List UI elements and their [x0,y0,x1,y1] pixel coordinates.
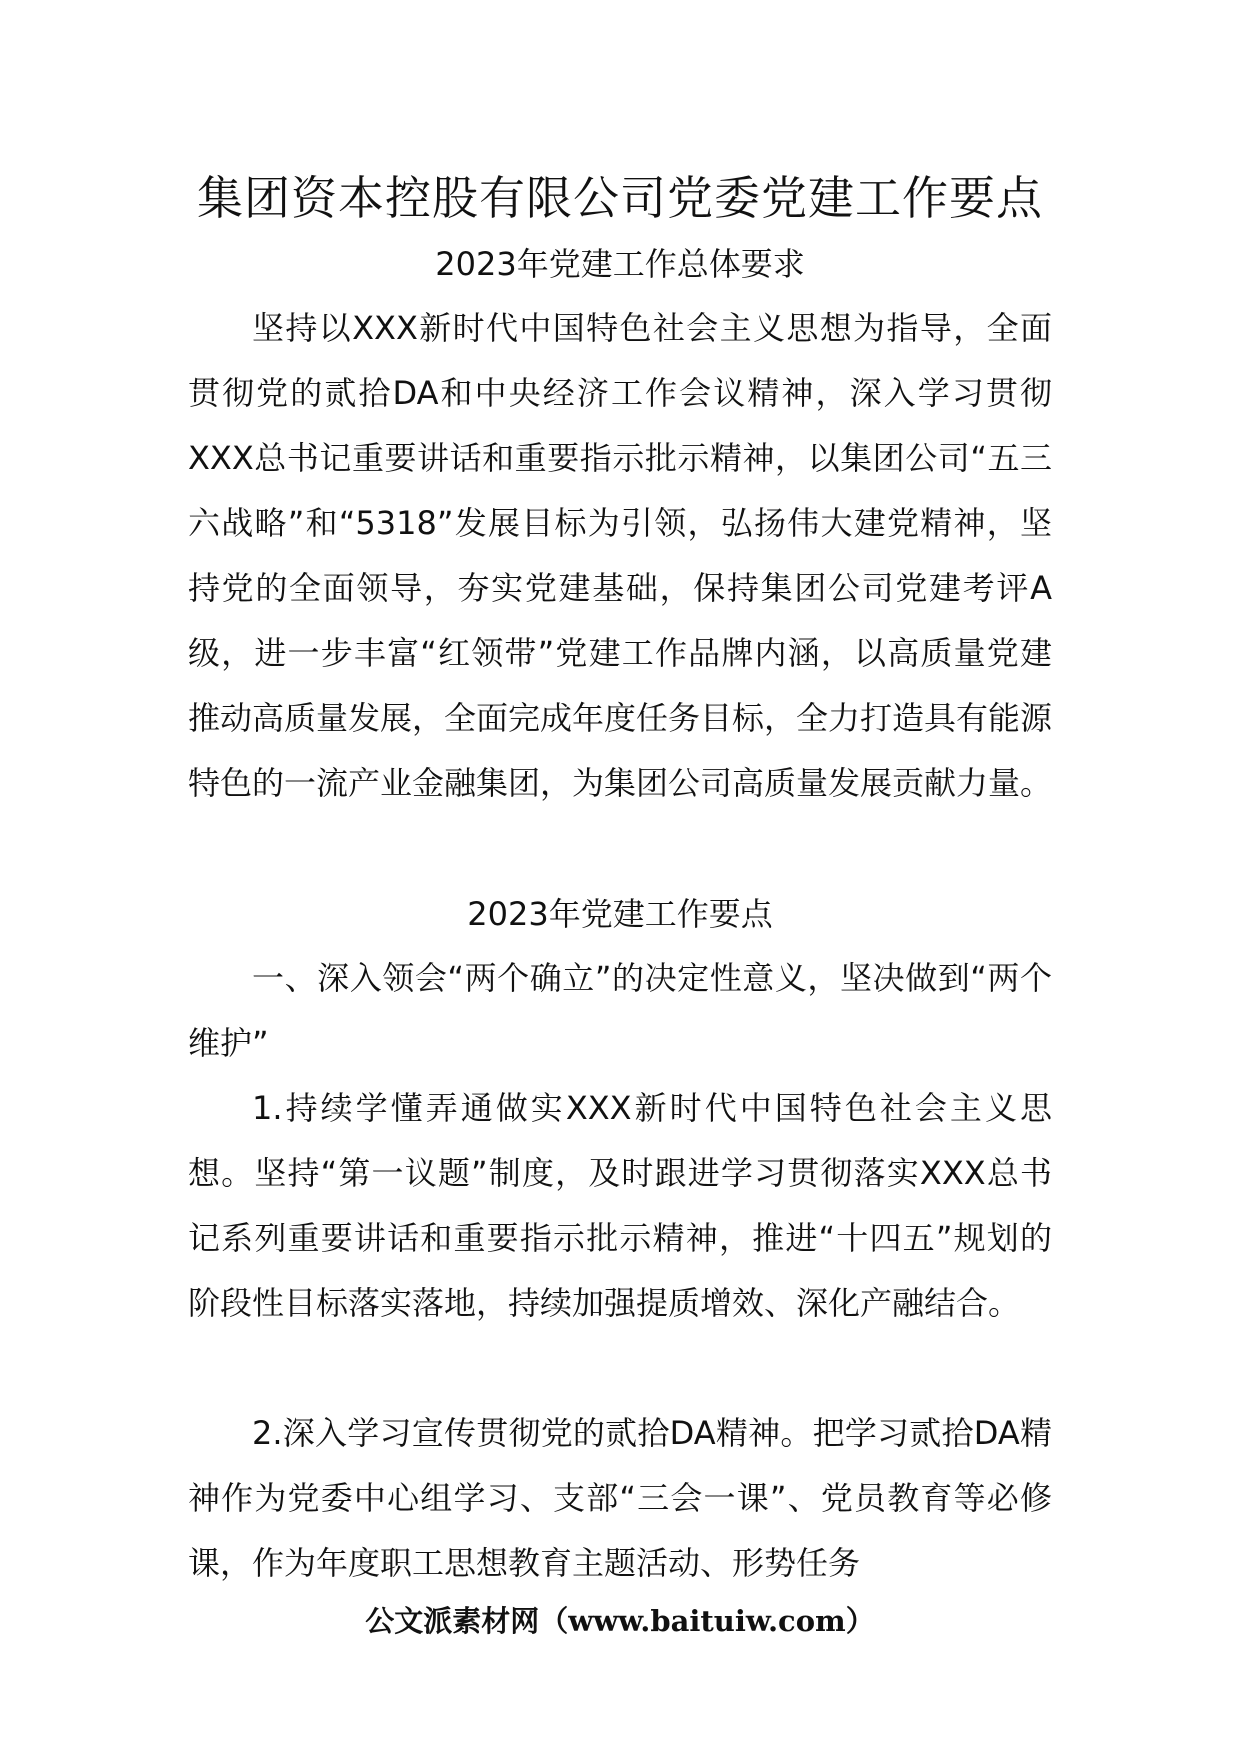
item-point-1: 1.持续学懂弄通做实XXX新时代中国特色社会主义思想。坚持“第一议题”制度，及时跟进学习贯彻落实XXX总书记系列重要讲话和重要指示批示精神，推进“十四五”规划的阶段性目标落实落地，持续加强提质增效、深化产融结合。 [188,1089,1052,1322]
footer-watermark: 公文派素材网（www.baituiw.com） [365,1604,875,1638]
section-heading-overall-requirements: 2023年党建工作总体要求 [435,245,805,283]
paragraph-overall-requirements: 坚持以XXX新时代中国特色社会主义思想为指导，全面贯彻党的贰拾DA和中央经济工作会议精神，深入学习贯彻XXX总书记重要讲话和重要指示批示精神，以集团公司“五三六战略”和“5318”发展目标为引领，弘扬伟大建党精神，坚持党的全面领导，夯实党建基础，保持集团公司党建考评A级，进一步丰富“红领带”党建工作品牌内涵，以高质量党建推动高质量发展，全面完成年度任务目标，全力打造具有能源特色的一流产业金融集团，为集团公司高质量发展贡献力量。 [188,309,1053,802]
item-point-2: 2.深入学习宣传贯彻党的贰拾DA精神。把学习贰拾DA精神作为党委中心组学习、支部“三会一课”、党员教育等必修课，作为年度职工思想教育主题活动、形势任务 [188,1414,1052,1582]
item-heading-1: 一、深入领会“两个确立”的决定性意义，坚决做到“两个维护” [188,959,1052,1062]
document-title: 集团资本控股有限公司党委党建工作要点 [197,171,1043,225]
section-heading-work-points: 2023年党建工作要点 [467,895,773,933]
